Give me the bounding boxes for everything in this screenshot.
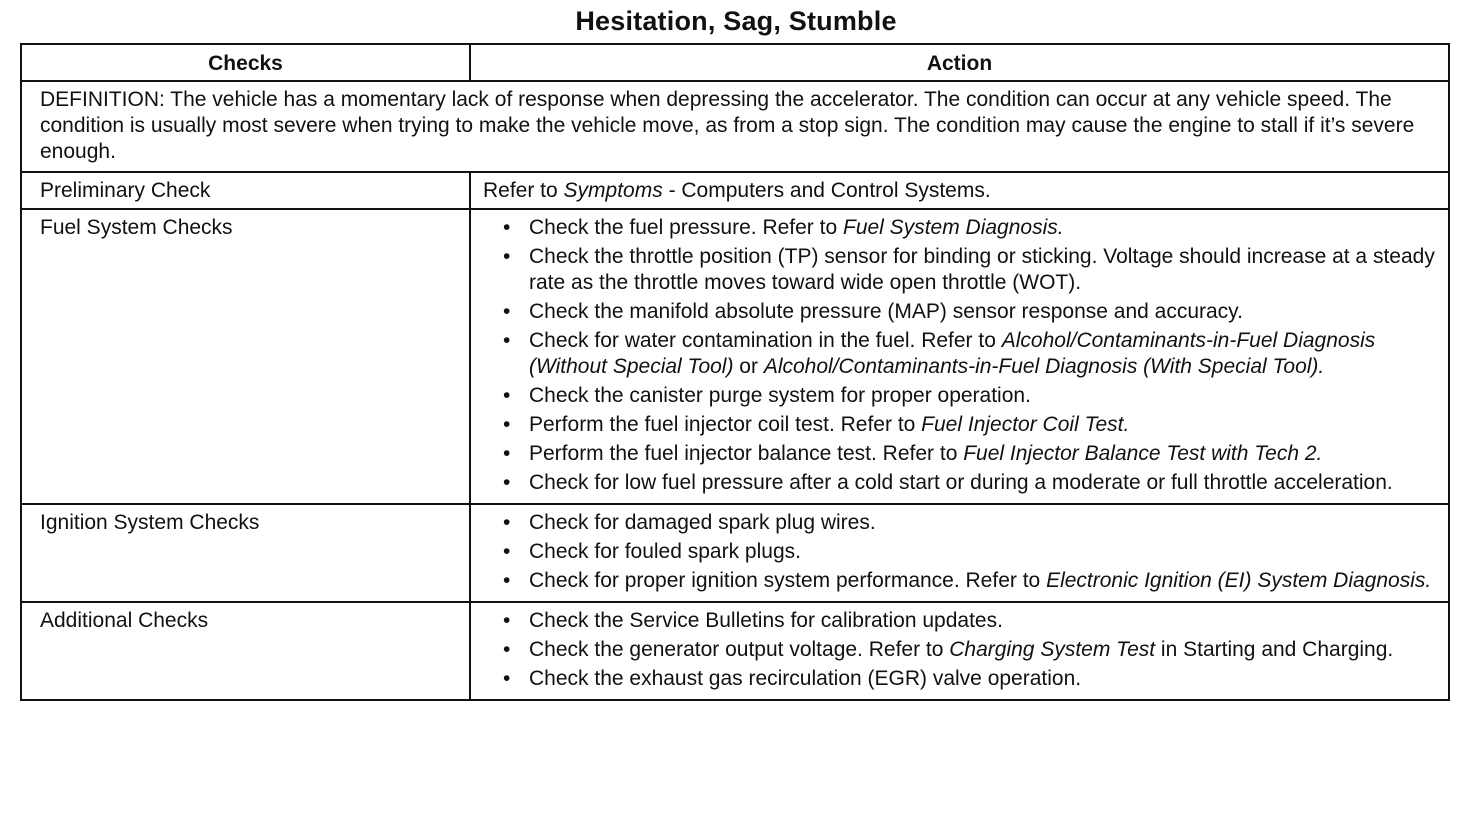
row-label-preliminary-check: Preliminary Check [21, 172, 470, 209]
table-row [21, 602, 1449, 700]
list-item [503, 470, 1440, 496]
list-item [503, 299, 1440, 325]
bullet-icon: • [503, 300, 511, 323]
list-item [503, 383, 1440, 409]
bullet-icon: • [503, 667, 511, 690]
bullet-icon: • [503, 511, 511, 534]
row-action-preliminary-check [470, 172, 1449, 209]
reference-link: Fuel System Diagnosis. [843, 216, 1064, 239]
bullet-icon: • [503, 384, 511, 407]
action-text: - Computers and Control Systems. [662, 179, 991, 202]
bullet-list [483, 510, 1440, 594]
bullet-icon: • [503, 638, 511, 661]
action-text: Refer to [483, 179, 564, 202]
bullet-text: Check the canister purge system for proper operation. [529, 384, 1031, 407]
list-item [503, 608, 1440, 634]
table-row [21, 209, 1449, 504]
bullet-text: Check the generator output voltage. Refer to [529, 638, 950, 661]
bullet-text: Perform the fuel injector balance test. Refer to [529, 442, 964, 465]
table-row [21, 172, 1449, 209]
bullet-text: Check for damaged spark plug wires. [529, 511, 876, 534]
reference-link: Fuel Injector Balance Test with Tech 2. [963, 442, 1323, 465]
row-action-ignition-system-checks [470, 504, 1449, 602]
list-item [503, 412, 1440, 438]
bullet-text: Check the throttle position (TP) sensor for binding or sticking. Voltage should increase at a steady rate as the throttle moves toward wide open throttle (WOT). [529, 245, 1435, 294]
list-item [503, 328, 1440, 380]
definition-text: DEFINITION: The vehicle has a momentary lack of response when depressing the accelerator. The condition can occur at any vehicle speed. The condition is usually most severe when trying to make the vehicle move, as from a stop sign. The condition may cause the engine to stall if it’s severe enough. [21, 81, 1449, 172]
bullet-text: Check for fouled spark plugs. [529, 540, 801, 563]
bullet-text: Check the fuel pressure. Refer to [529, 216, 843, 239]
bullet-icon: • [503, 609, 511, 632]
bullet-text: Check the Service Bulletins for calibration updates. [529, 609, 1003, 632]
bullet-list [483, 608, 1440, 692]
bullet-text: Check the exhaust gas recirculation (EGR) valve operation. [529, 667, 1082, 690]
bullet-icon: • [503, 471, 511, 494]
bullet-text: Perform the fuel injector coil test. Refer to [529, 413, 922, 436]
reference-link: Alcohol/Contaminants-in-Fuel Diagnosis (With Special Tool). [763, 355, 1325, 378]
row-label-ignition-system-checks: Ignition System Checks [21, 504, 470, 602]
bullet-icon: • [503, 216, 511, 239]
bullet-icon: • [503, 442, 511, 465]
list-item [503, 568, 1440, 594]
row-label-additional-checks: Additional Checks [21, 602, 470, 700]
reference-link: Alcohol/Contaminants-in-Fuel Diagnosis (Without Special Tool) [529, 329, 1376, 378]
list-item [503, 637, 1440, 663]
bullet-text: Check for water contamination in the fuel. Refer to [529, 329, 1002, 352]
list-item [503, 539, 1440, 565]
table-header-row [21, 44, 1449, 81]
column-header-action: Action [470, 44, 1449, 81]
row-action-additional-checks [470, 602, 1449, 700]
bullet-icon: • [503, 569, 511, 592]
column-header-checks: Checks [21, 44, 470, 81]
page-title: Hesitation, Sag, Stumble [575, 6, 897, 36]
reference-link: Charging System Test [949, 638, 1156, 661]
bullet-text: in Starting and Charging. [1155, 638, 1394, 661]
definition-row [21, 81, 1449, 172]
bullet-text: Check the manifold absolute pressure (MAP) sensor response and accuracy. [529, 300, 1243, 323]
bullet-icon: • [503, 245, 511, 268]
diagnostic-table [20, 43, 1450, 701]
row-label-fuel-system-checks: Fuel System Checks [21, 209, 470, 504]
list-item [503, 244, 1440, 296]
list-item [503, 441, 1440, 467]
bullet-text: Check for low fuel pressure after a cold start or during a moderate or full throttle acceleration. [529, 471, 1393, 494]
reference-link: Electronic Ignition (EI) System Diagnosis. [1046, 569, 1432, 592]
list-item [503, 666, 1440, 692]
reference-symptoms: Symptoms [563, 179, 663, 202]
list-item [503, 510, 1440, 536]
bullet-text: Check for proper ignition system performance. Refer to [529, 569, 1047, 592]
reference-link: Fuel Injector Coil Test. [921, 413, 1130, 436]
bullet-text: or [733, 355, 764, 378]
bullet-icon: • [503, 413, 511, 436]
bullet-list [483, 215, 1440, 496]
bullet-icon: • [503, 329, 511, 352]
bullet-icon: • [503, 540, 511, 563]
table-row [21, 504, 1449, 602]
row-action-fuel-system-checks [470, 209, 1449, 504]
list-item [503, 215, 1440, 241]
